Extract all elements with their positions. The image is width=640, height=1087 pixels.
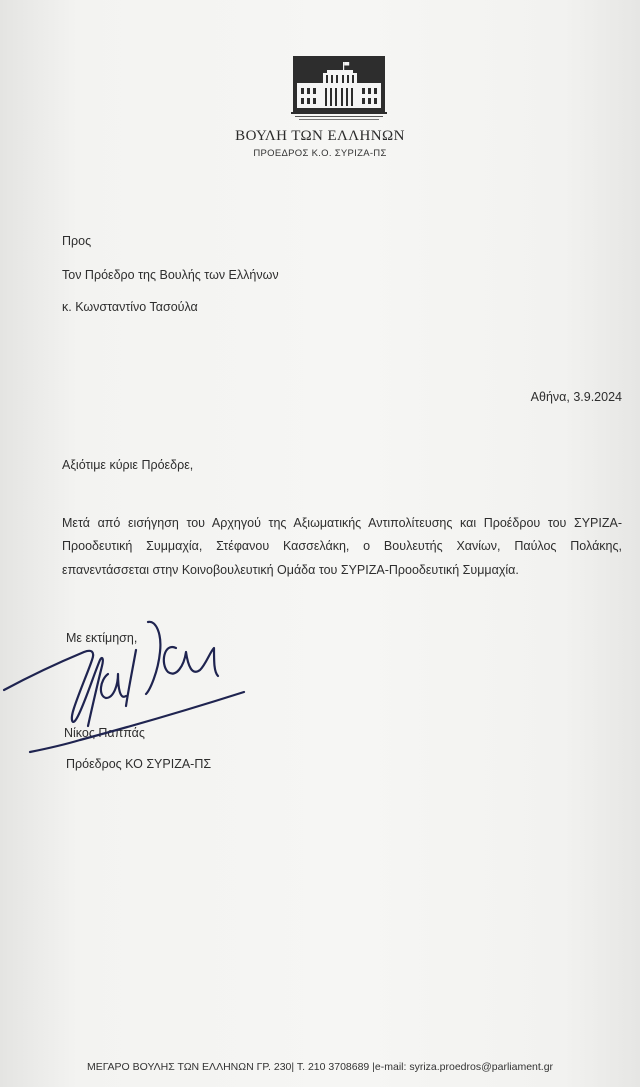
signatory-title: Πρόεδρος ΚΟ ΣΥΡΙΖΑ-ΠΣ bbox=[66, 757, 212, 771]
letter-body: Μετά από εισήγηση του Αρχηγού της Αξιωματικής Αντιπολίτευσης και Προέδρου του ΣΥΡΙΖΑ-Προοδευτική Συμμαχία, Στέφανου Κασσελάκη, ο Βουλευτής Χανίων, Παύλος Πολάκης, επανεντάσσεται στην Κοινοβουλευτική Ομάδα του ΣΥΡΙΖΑ-Προοδευτική Συμμαχία. bbox=[62, 516, 622, 577]
letterhead-subtitle: ΠΡΟΕΔΡΟΣ Κ.Ο. ΣΥΡΙΖΑ-ΠΣ bbox=[253, 148, 387, 159]
recipient-line-2: κ. Κωνσταντίνο Τασούλα bbox=[62, 300, 198, 314]
handwritten-signature-icon bbox=[0, 612, 260, 772]
recipient-line-1: Τον Πρόεδρο της Βουλής των Ελλήνων bbox=[62, 268, 279, 282]
letterhead-title: ΒΟΥΛΗ ΤΩΝ ΕΛΛΗΝΩΝ bbox=[235, 128, 405, 144]
salutation: Αξιότιμε κύριε Πρόεδρε, bbox=[62, 458, 194, 472]
letter-date: Αθήνα, 3.9.2024 bbox=[530, 390, 622, 404]
recipient-to-label: Προς bbox=[62, 234, 92, 248]
closing-regards: Με εκτίμηση, bbox=[66, 631, 138, 645]
signatory-name: Νίκος Παππάς bbox=[64, 726, 145, 740]
parliament-building-icon bbox=[291, 56, 387, 128]
letter-footer: ΜΕΓΑΡΟ ΒΟΥΛΗΣ ΤΩΝ ΕΛΛΗΝΩΝ ΓΡ. 230| Τ. 210 3708689 |e-mail: syriza.proedros@parliament.gr bbox=[86, 1061, 554, 1073]
